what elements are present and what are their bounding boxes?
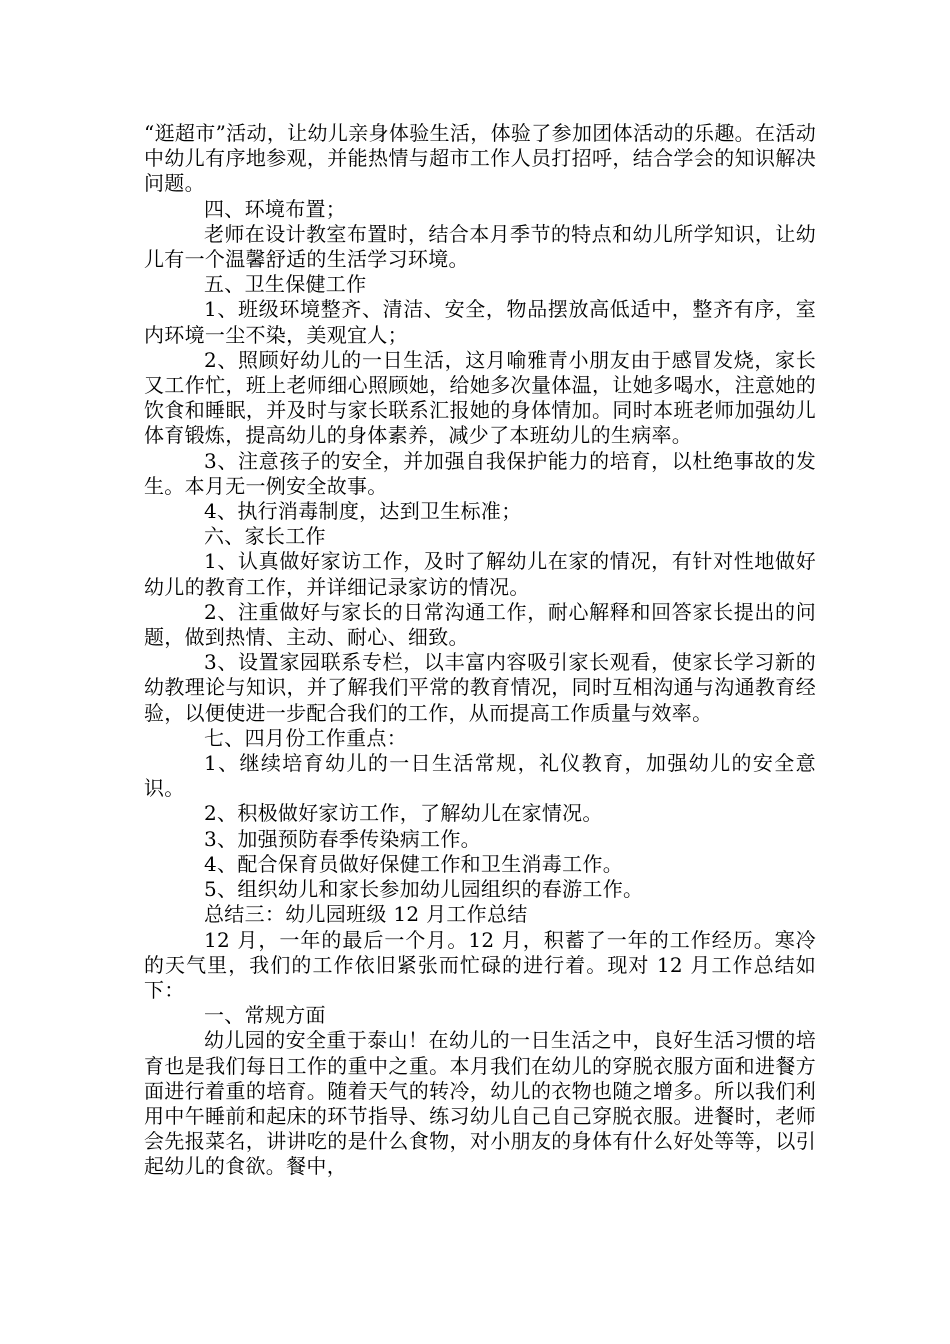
list-item: 1、班级环境整齐、清洁、安全，物品摆放高低适中，整齐有序，室内环境一尘不染，美观宜人； — [144, 297, 816, 347]
paragraph: 幼儿园的安全重于泰山！在幼儿的一日生活之中，良好生活习惯的培育也是我们每日工作的重中之重。本月我们在幼儿的穿脱衣服方面和进餐方面进行着重的培育。随着天气的转冷，幼儿的衣物也随之增多。所以我们利用中午睡前和起床的环节指导、练习幼儿自己自己穿脱衣服。进餐时，老师会先报菜名，讲讲吃的是什么食物，对小朋友的身体有什么好处等等，以引起幼儿的食欲。餐中， — [144, 1028, 816, 1179]
section-heading: 一、常规方面 — [204, 1003, 326, 1028]
paragraph: “逛超市”活动，让幼儿亲身体验生活，体验了参加团体活动的乐趣。在活动中幼儿有序地参观，并能热情与超市工作人员打招呼，结合学会的知识解决问题。 — [144, 121, 816, 196]
list-item: 1、认真做好家访工作，及时了解幼儿在家的情况，有针对性地做好幼儿的教育工作，并详细记录家访的情况。 — [144, 549, 816, 599]
section-heading: 四、环境布置； — [204, 196, 347, 221]
paragraph: 老师在设计教室布置时，结合本月季节的特点和幼儿所学知识，让幼儿有一个温馨舒适的生活学习环境。 — [144, 221, 816, 272]
list-item: 3、注意孩子的安全，并加强自我保护能力的培育，以杜绝事故的发生。本月无一例安全故事。 — [144, 448, 816, 498]
list-item: 3、加强预防春季传染病工作。 — [204, 826, 481, 851]
section-heading: 五、卫生保健工作 — [204, 272, 367, 297]
document-subtitle: 总结三：幼儿园班级 12 月工作总结 — [204, 902, 528, 927]
document-body — [144, 121, 816, 1180]
list-item: 2、注重做好与家长的日常沟通工作，耐心解释和回答家长提出的问题，做到热情、主动、耐心、细致。 — [144, 599, 816, 650]
list-item: 1、继续培育幼儿的一日生活常规，礼仪教育，加强幼儿的安全意识。 — [144, 751, 816, 801]
paragraph: 12 月，一年的最后一个月。12 月，积蓄了一年的工作经历。寒冷的天气里，我们的工作依旧紧张而忙碌的进行着。现对 12 月工作总结如下： — [144, 927, 816, 1002]
list-item: 3、设置家园联系专栏，以丰富内容吸引家长观看，使家长学习新的幼教理论与知识，并了解我们平常的教育情况，同时互相沟通与沟通教育经验，以便使进一步配合我们的工作，从而提高工作质量与效率。 — [144, 650, 816, 725]
list-item: 5、组织幼儿和家长参加幼儿园组织的春游工作。 — [204, 877, 644, 902]
list-item: 2、积极做好家访工作，了解幼儿在家情况。 — [204, 801, 603, 826]
section-heading: 六、家长工作 — [204, 524, 326, 549]
list-item: 4、执行消毒制度，达到卫生标准； — [204, 499, 522, 524]
list-item: 2、照顾好幼儿的一日生活，这月喻雅青小朋友由于感冒发烧，家长又工作忙，班上老师细心照顾她，给她多次量体温，让她多喝水，注意她的饮食和睡眠，并及时与家长联系汇报她的身体情加。同时本班老师加强幼儿体育锻炼，提高幼儿的身体素养，减少了本班幼儿的生病率。 — [144, 347, 816, 448]
list-item: 4、配合保育员做好保健工作和卫生消毒工作。 — [204, 851, 624, 876]
section-heading: 七、四月份工作重点： — [204, 725, 407, 750]
